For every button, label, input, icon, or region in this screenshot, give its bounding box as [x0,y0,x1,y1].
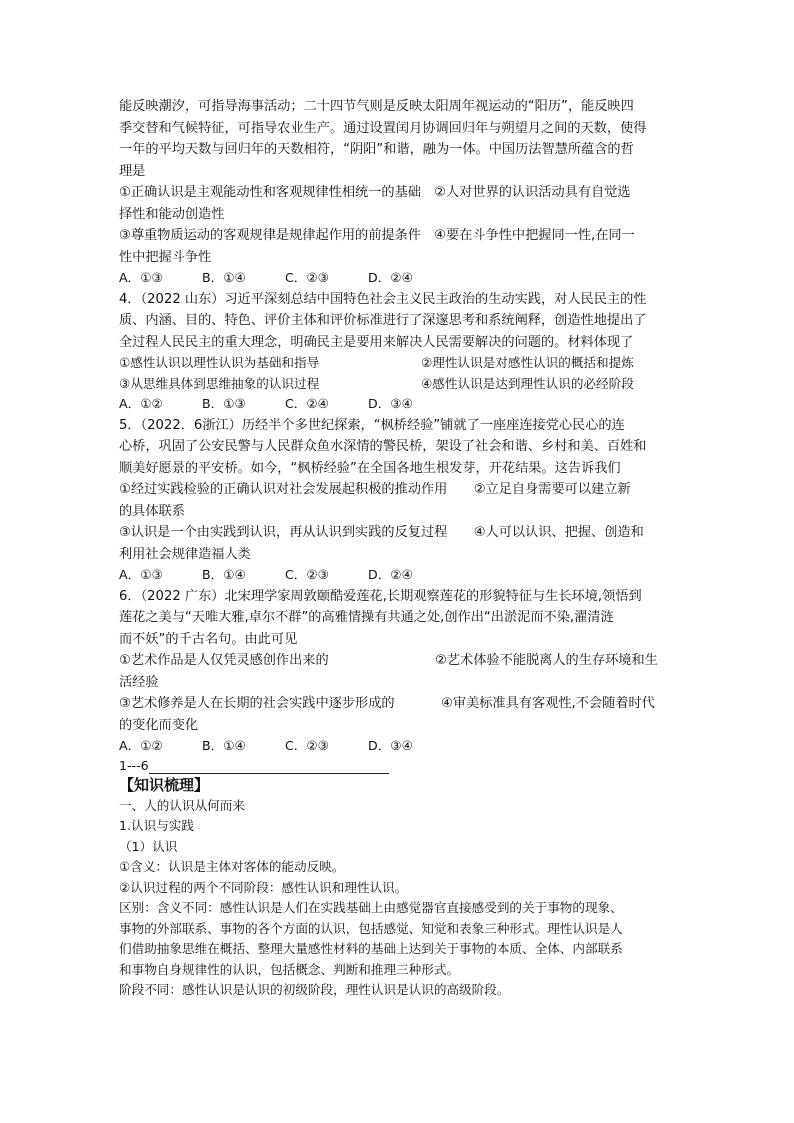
knowledge-line: 阶段不同：感性认识是认识的初级阶段，理性认识是认识的高级阶段。 [119,982,510,997]
knowledge-line: 事物的外部联系、事物的各个方面的认识，包括感觉、知觉和表象三种形式。理性认识是人 [119,920,623,936]
q4-item-row [119,374,675,395]
q3-options [119,268,675,289]
option-c: C．②③ [285,567,329,582]
q5-stem-line: 5．（2022．6浙江）历经半个多世纪探索，“枫桥经验”铺就了一座座连接党心民心的连 [119,417,625,433]
q4-stem-line: 全过程人民民主的重大理念，明确民主是要用来解决人民需要解决的问题的。材料体现了 [119,334,634,350]
q3-item-line: 择性和能动创造性 [119,206,225,222]
question-3 [119,96,675,289]
question-4 [119,289,675,415]
q3-stem-line: 能反映潮汐，可指导海事活动；二十四节气则是反映太阳周年视运动的“阳历”，能反映四 [119,99,634,114]
option-b: B．①④ [202,738,246,753]
q6-item-4: ④审美标准具有客观性,不会随着时代 [441,696,655,711]
q6-stem-line: 而不妖”的千古名句。由此可见 [119,631,298,647]
q6-item-2: ②艺术体验不能脱离人的生存环境和生 [435,653,658,668]
option-a: A．①③ [119,567,163,582]
option-c: C．②④ [285,396,329,411]
q3-stem-line: 季交替和气候特征，可指导农业生产。通过设置闰月协调回归年与朔望月之间的天数，使得 [119,120,647,136]
q4-item-row [119,353,675,374]
q5-options [119,565,675,586]
option-b: B．①③ [202,396,246,411]
knowledge-line: 和事物自身规律性的认识，包括概念、判断和推理三种形式。 [119,961,460,977]
question-6 [119,586,675,757]
option-b: B．①④ [202,270,246,285]
q5-stem-line: 顺美好愿景的平安桥。如今，“枫桥经验”在全国各地生根发芽，开花结果。这告诉我们 [119,460,621,476]
q4-stem-line: 4．（2022 山东）习近平深刻总结中国特色社会主义民主政治的生动实践，对人民民主的性 [119,291,647,307]
option-c: C．②③ [285,738,329,753]
option-a: A．①② [119,738,163,753]
q5-item-line: 的具体联系 [119,503,185,519]
knowledge-line: 1.认识与实践 [119,818,194,833]
q6-options [119,736,675,757]
q3-item-line: 性中把握斗争性 [119,249,212,265]
q3-item-line: ③尊重物质运动的客观规律是规律起作用的前提条件 ④要在斗争性中把握同一性,在同一 [119,228,635,243]
knowledge-line: ①含义：认识是主体对客体的能动反映。 [119,859,345,874]
question-5 [119,415,675,586]
q3-stem-line: 理是 [119,163,146,179]
q3-stem-line: 一年的平均天数与回归年的天数相符，“阴阳”和谐，融为一体。中国历法智慧所蕴含的哲 [119,142,634,157]
document-page [119,96,675,1001]
q3-item-line: ①正确认识是主观能动性和客观规律性相统一的基础 ②人对世界的认识活动具有自觉选 [119,185,631,200]
q6-item-1: ①艺术作品是人仅凭灵感创作出来的 [119,653,329,668]
q4-options [119,394,675,415]
section-heading: 【知识梳理】 [119,775,210,794]
option-c: C．②③ [285,270,329,285]
q5-stem-line: 心桥，巩固了公安民警与人民群众鱼水深情的警民桥，架设了社会和谐、乡村和美、百姓和 [119,439,647,454]
q6-item-row [119,650,675,672]
q6-item-row [119,693,675,715]
option-a: A．①② [119,396,163,411]
answer-blank[interactable] [149,759,389,774]
q5-item-line: ③认识是一个由实践到认识，再从认识到实践的反复过程 ④人可以认识、把握、创造和 [119,525,644,540]
option-d: D．②④ [368,270,413,285]
answer-line [119,757,675,774]
option-b: B．①④ [202,567,246,582]
q6-stem-line: 6．（2022 广东）北宋理学家周敦颐酷爱莲花,长期观察莲花的形貌特征与生长环境,领悟到 [119,588,642,604]
q6-item-line: 活经验 [119,674,159,690]
q4-item-3: ③从思维具体到思维抽象的认识过程 [119,375,320,391]
option-d: D．②④ [368,567,413,582]
option-d: D．③④ [368,396,413,411]
q6-stem-line: 莲花之美与“天唯大雅,卓尔不群”的高雅情操有共通之处,创作出“出淤泥而不染,濯清涟 [119,610,614,625]
knowledge-line: （1）认识 [119,838,178,854]
q4-item-2: ②理性认识是对感性认识的概括和提炼 [421,355,634,370]
knowledge-section [119,796,675,1001]
q6-item-line: 的变化而变化 [119,717,199,733]
q4-stem-line: 质、内涵、目的、特色、评价主体和评价标准进行了深邃思考和系统阐释，创造性地提出了 [119,313,647,328]
knowledge-line: 区别：含义不同：感性认识是人们在实践基础上由感觉器官直接感受到的关于事物的现象、 [119,900,623,915]
q5-item-line: ①经过实践检验的正确认识对社会发展起积极的推动作用 ②立足自身需要可以建立新 [119,482,631,497]
knowledge-line: ②认识过程的两个不同阶段：感性认识和理性认识。 [119,879,408,895]
q6-item-3: ③艺术修养是人在长期的社会实践中逐步形成的 [119,696,395,711]
knowledge-line: 一、人的认识从何而来 [119,797,245,813]
answer-label: 1---6 [119,757,149,773]
q4-item-4: ④感性认识是达到理性认识的必经阶段 [421,375,634,391]
option-d: D．③④ [368,738,413,753]
knowledge-line: 们借助抽象思维在概括、整理大量感性材料的基础上达到关于事物的本质、全体、内部联系 [119,941,623,956]
option-a: A．①③ [119,270,163,285]
q5-item-line: 利用社会规律造福人类 [119,546,251,562]
q4-item-1: ①感性认识以理性认识为基础和指导 [119,355,320,370]
